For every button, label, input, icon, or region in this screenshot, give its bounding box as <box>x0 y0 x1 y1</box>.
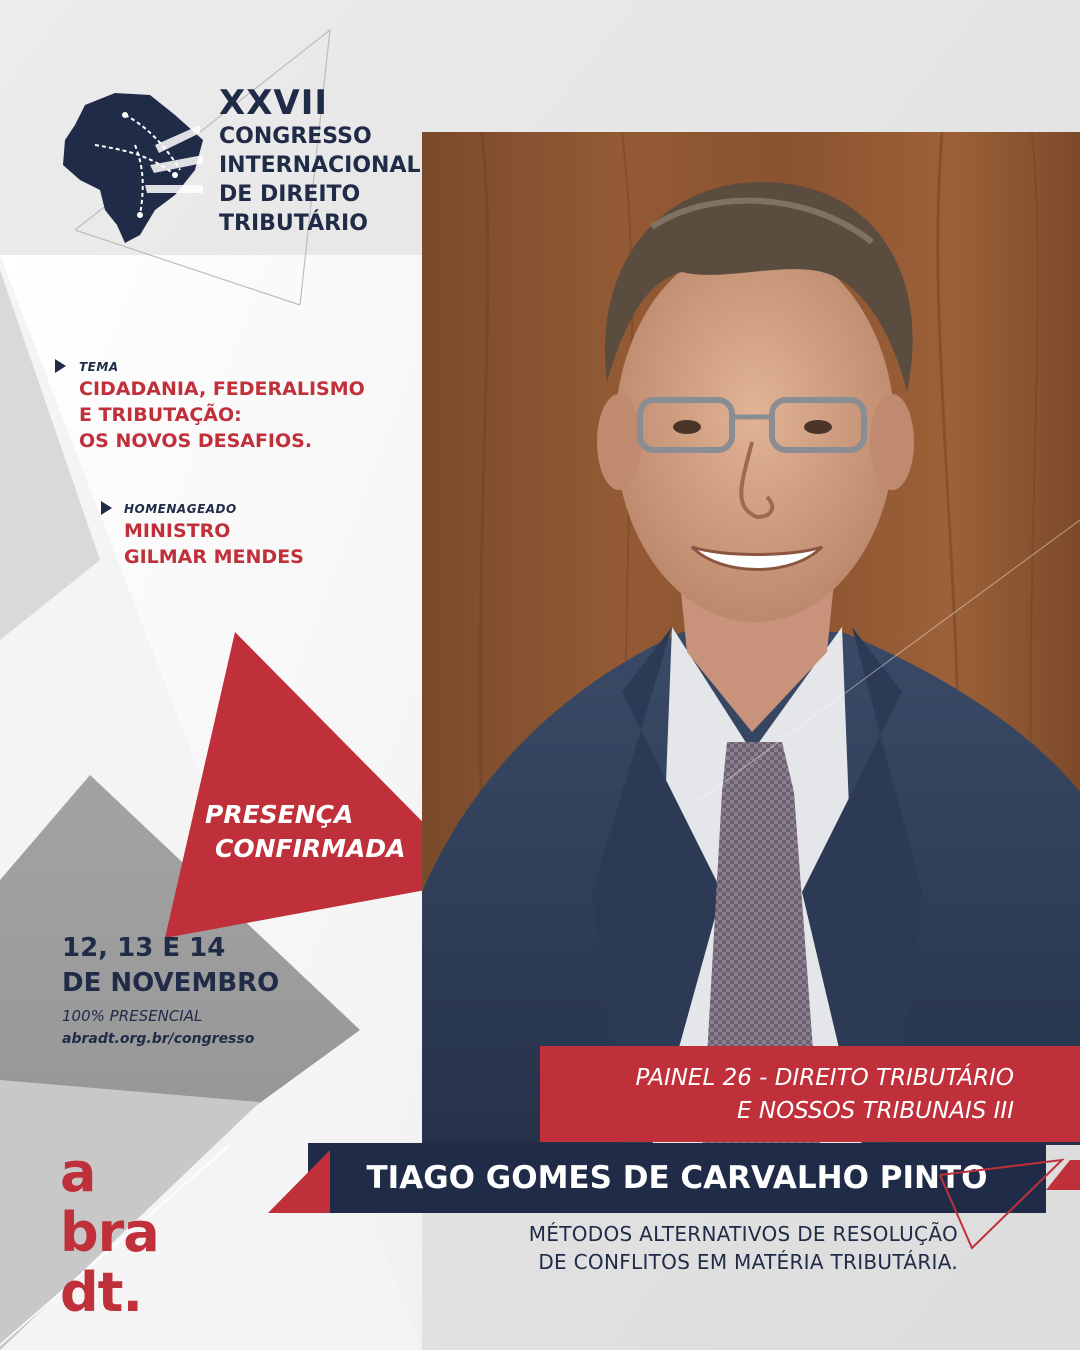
brand-line-2: bra <box>60 1201 159 1264</box>
right-ear <box>870 394 914 490</box>
panel-title <box>635 1062 1014 1128</box>
theme-label: TEMA <box>79 360 119 374</box>
speaker-name: TIAGO GOMES DE CARVALHO PINTO <box>366 1160 988 1196</box>
event-month: DE NOVEMBRO <box>62 968 280 998</box>
panel-line-1: PAINEL 26 - DIREITO TRIBUTÁRIO <box>635 1065 1014 1091</box>
brazil-map-logo-icon <box>55 85 205 245</box>
congress-title <box>219 84 421 238</box>
speaker-photo <box>422 132 1080 1145</box>
brand-line-3: dt. <box>60 1261 142 1324</box>
honoree-line-1: MINISTRO <box>124 520 231 542</box>
event-url: abradt.org.br/congresso <box>62 1031 255 1047</box>
event-dates: 12, 13 E 14 <box>62 933 226 963</box>
presence-confirmed <box>205 798 405 866</box>
theme-line-2: E TRIBUTAÇÃO: <box>79 404 242 426</box>
panel-line-2: E NOSSOS TRIBUNAIS III <box>737 1098 1014 1124</box>
theme-text <box>79 376 365 454</box>
congress-line-1: CONGRESSO <box>219 124 372 149</box>
presence-line-2: CONFIRMADA <box>215 834 406 863</box>
topic-line-2: DE CONFLITOS EM MATÉRIA TRIBUTÁRIA. <box>538 1250 958 1274</box>
congress-line-2: INTERNACIONAL <box>219 153 421 178</box>
speaker-portrait-illustration <box>422 132 1080 1145</box>
speaker-topic <box>529 1220 958 1276</box>
event-format: 100% PRESENCIAL <box>62 1007 203 1025</box>
theme-line-1: CIDADANIA, FEDERALISMO <box>79 378 365 400</box>
topic-line-1: MÉTODOS ALTERNATIVOS DE RESOLUÇÃO <box>528 1222 958 1246</box>
honoree-text <box>124 518 304 570</box>
congress-line-3: DE DIREITO <box>219 182 361 207</box>
play-triangle-icon <box>55 359 66 373</box>
presence-line-1: PRESENÇA <box>205 800 354 829</box>
play-triangle-icon <box>101 501 112 515</box>
congress-line-4: TRIBUTÁRIO <box>219 211 368 236</box>
left-ear <box>597 394 641 490</box>
theme-line-3: OS NOVOS DESAFIOS. <box>79 430 313 452</box>
congress-number: XXVII <box>219 83 329 123</box>
brand-line-1: a <box>60 1141 96 1204</box>
honoree-line-2: GILMAR MENDES <box>124 546 304 568</box>
honoree-label: HOMENAGEADO <box>124 502 237 516</box>
abradt-logo <box>60 1143 159 1323</box>
